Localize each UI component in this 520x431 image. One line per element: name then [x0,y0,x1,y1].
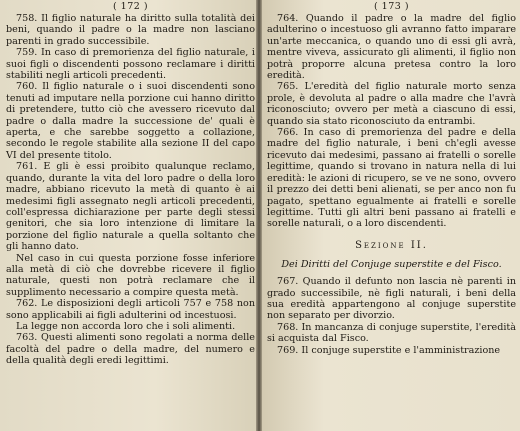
paragraph-763: 763. Questi alimenti sono regolati a norma delle facoltà del padre o della madre, del numero e della qualità degli eredi legittimi. [6,332,255,367]
paragraph-762: 762. Le disposizioni degli articoli 757 e 758 non sono applicabili ai figli adulterini od incestuosi. [6,298,255,321]
paragraph-761: 761. E gli è essi proibito qualunque reclamo, quando, durante la vita del loro padre o della loro madre, abbiano ricevuto la metà di quanto è ai medesimi figli assegnato negli articoli precedenti, coll'espressa dichiarazione per parte degli stessi genitori, che sia loro intenzione di limitare la porzione del figlio naturale a quella soltanto che gli hanno dato. [6,161,255,253]
page-number-right: ( 173 ) [373,1,410,12]
book-gutter [256,0,262,431]
left-page [0,0,259,431]
right-page [259,0,520,431]
paragraph-769: 769. Il conjuge superstite e l'amministrazione [277,344,501,356]
paragraph-762-continued: La legge non accorda loro che i soli alimenti. [16,320,236,332]
paragraph-765: 765. L'eredità del figlio naturale morto senza prole, è devoluta al padre o alla madre che l'avrà riconosciuto; ovvero per metà a ciascuno di essi, quando sia stato riconosciuto da entrambi. [267,81,516,127]
section-title: Sezione II. [355,239,428,251]
page-number-left: ( 172 ) [112,1,149,12]
paragraph-767: 767. Quando il defunto non lascia nè parenti in grado successibile, nè figli naturali, i beni della sua eredità appartengono al conjuge superstite non separato per divorzio. [267,276,516,322]
paragraph-760: 760. Il figlio naturale o i suoi discendenti sono tenuti ad imputare nella porzione cui hanno diritto di pretendere, tutto ciò che avessero ricevuto dal padre o dalla madre la successione de' quali è aperta, e che sarebbe soggetto a collazione, secondo le regole stabilite alla sezione II del capo VI del presente titolo. [6,81,255,161]
paragraph-764: 764. Quando il padre o la madre del figlio adulterino o incestuoso gli avranno fatto imparare un'arte meccanica, o quando uno di essi gli avrà, mentre viveva, assicurato gli alimenti, il figlio non potrà proporre alcuna pretesa contro la loro eredità. [267,13,516,82]
paragraph-766: 766. In caso di premorienza del padre e della madre del figlio naturale, i beni ch'egli avesse ricevuto dai medesimi, passano ai fratelli o sorelle legittime, quando si trovano in natura nella di lui eredità: le azioni di ricupero, se ve ne sono, ovvero il prezzo dei detti beni alienati, se per anco non fu pagato, spettano egualmente ai fratelli e sorelle legittime. Tutti gli altri beni passano ai fratelli e sorelle naturali, o a loro discendenti. [267,127,516,230]
paragraph-758: 758. Il figlio naturale ha diritto sulla totalità dei beni, quando il padre o la madre non lasciano parenti in grado successibile. [6,13,255,47]
section-subtitle: Dei Diritti del Conjuge superstite e del Fisco. [281,258,502,270]
paragraph-761-continued: Nel caso in cui questa porzione fosse inferiore alla metà di ciò che dovrebbe ricevere il figlio naturale, questi non potrà reclamare che il supplimento necessario a compire questa metà. [6,252,255,298]
paragraph-768: 768. In mancanza di conjuge superstite, l'eredità si acquista dal Fisco. [267,321,516,345]
paragraph-759: 759. In caso di premorienza del figlio naturale, i suoi figli o discendenti possono reclamare i diritti stabiliti negli articoli precedenti. [6,47,255,82]
